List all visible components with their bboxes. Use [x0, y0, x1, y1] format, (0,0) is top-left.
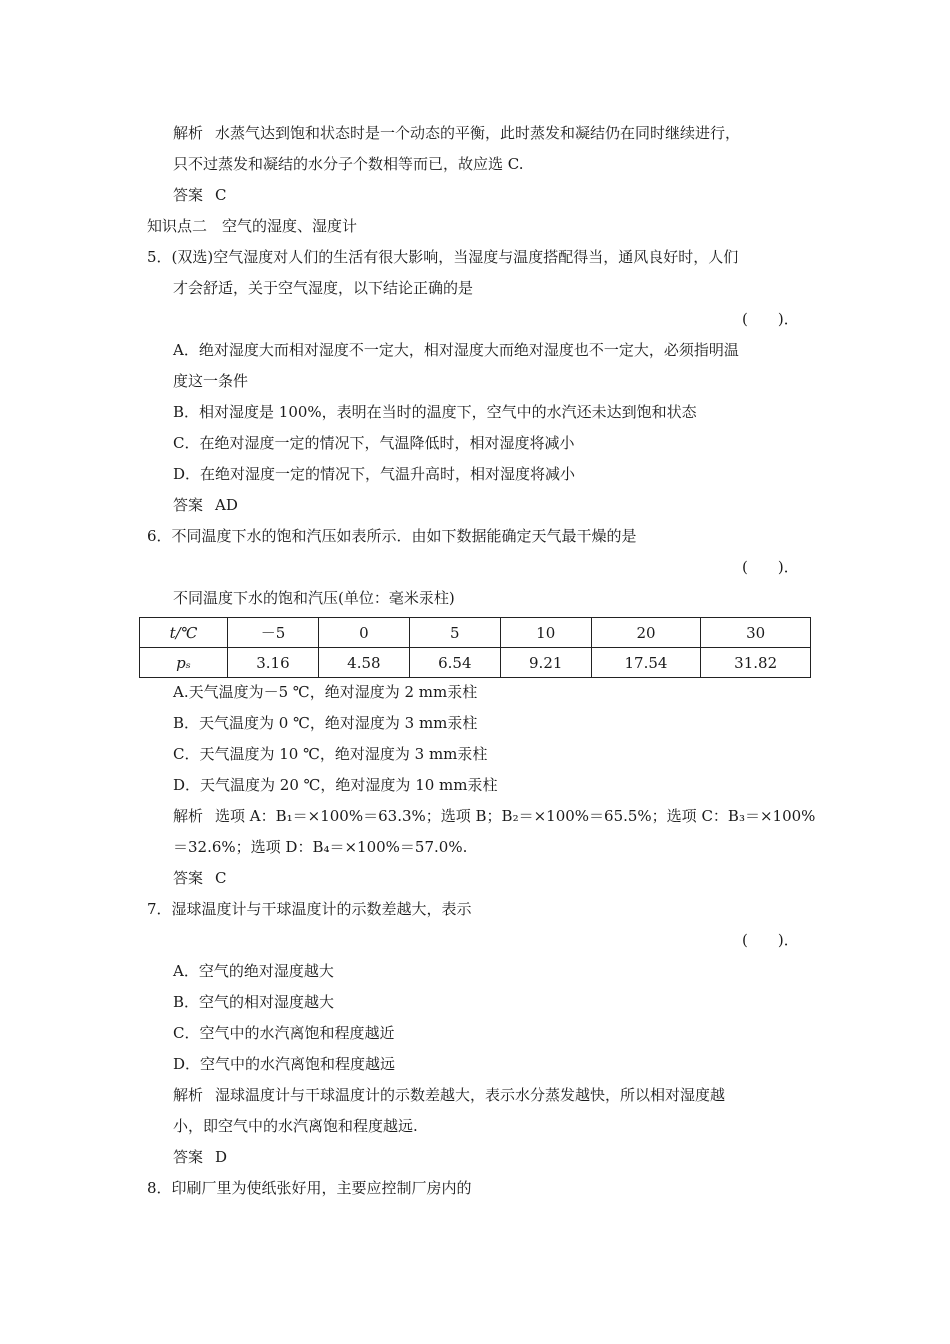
saturation-pressure-table: [139, 617, 811, 678]
line-text: B．天气温度为 0 ℃，绝对湿度为 3 mm汞柱: [173, 714, 478, 732]
text-line-q6_d: [173, 775, 498, 795]
line-text: D．天气温度为 20 ℃，绝对湿度为 10 mm汞柱: [173, 776, 498, 794]
text-line-q8_1: [147, 1178, 472, 1198]
line-text: 湿球温度计与干球温度计的示数差越大，表示水分蒸发越快，所以相对湿度越: [215, 1086, 726, 1104]
table-cell: 3.16: [228, 648, 319, 678]
table-cell: 6.54: [409, 648, 500, 678]
text-line-q6_c: [173, 744, 487, 764]
line-text: 水蒸气达到饱和状态时是一个动态的平衡，此时蒸发和凝结仍在同时继续进行，: [215, 124, 741, 142]
table-cell: 9.21: [500, 648, 591, 678]
line-text: ＝32.6%；选项 D：B₄＝×100%＝57.0%.: [173, 838, 468, 856]
text-line-q6_1: [147, 526, 637, 546]
line-text: 才会舒适，关于空气湿度，以下结论正确的是: [173, 279, 474, 297]
line-text: B．空气的相对湿度越大: [173, 993, 335, 1011]
line-text: 小，即空气中的水汽离饱和程度越远.: [173, 1117, 418, 1135]
table-row-temperature: [140, 618, 811, 648]
line-text: 只不过蒸发和凝结的水分子个数相等而已，故应选 C.: [173, 155, 524, 173]
text-line-q5_a1: [173, 340, 739, 360]
text-line-q5_c: [173, 433, 574, 453]
table-cell: 10: [500, 618, 591, 648]
line-text: A.天气温度为－5 ℃，绝对湿度为 2 mm汞柱: [173, 683, 478, 701]
line-label: 解析: [173, 807, 204, 825]
text-line-ans6: [173, 868, 227, 888]
line-label: 答案: [173, 496, 204, 514]
line-label: 答案: [173, 1148, 204, 1166]
line-text: 选项 A：B₁＝×100%＝63.3%；选项 B；B₂＝×100%＝65.5%；选项 C：B₃＝×100%: [215, 807, 816, 825]
line-text: ( )．: [742, 931, 799, 949]
text-line-exp4_1: [173, 123, 740, 143]
line-text: C．在绝对湿度一定的情况下，气温降低时，相对湿度将减小: [173, 434, 575, 452]
table-cell: 20: [591, 618, 701, 648]
line-text: C．天气温度为 10 ℃，绝对湿度为 3 mm汞柱: [173, 745, 488, 763]
text-line-q6_caption: [173, 588, 455, 608]
table-header-temperature: t/℃: [140, 618, 228, 648]
line-text: 7．湿球温度计与干球温度计的示数差越大，表示: [147, 900, 472, 918]
table-header-pressure: pₛ: [140, 648, 228, 678]
text-line-sec2: [147, 216, 357, 236]
text-line-q7_1: [147, 899, 472, 919]
table-cell: 31.82: [701, 648, 811, 678]
text-line-q7_a: [173, 961, 334, 981]
line-text: ( )．: [742, 310, 799, 328]
text-line-q5_paren: [742, 309, 799, 329]
line-label: 答案: [173, 186, 204, 204]
text-line-exp6_1: [173, 806, 815, 826]
table-row-pressure: [140, 648, 811, 678]
line-text: D．在绝对湿度一定的情况下，气温升高时，相对湿度将减小: [173, 465, 576, 483]
text-line-exp6_2: [173, 837, 467, 857]
line-label: 解析: [173, 124, 204, 142]
text-line-q7_paren: [742, 930, 799, 950]
text-line-exp7_2: [173, 1116, 418, 1136]
line-text: D．空气中的水汽离饱和程度越远: [173, 1055, 396, 1073]
table-cell: 0: [318, 618, 409, 648]
line-text: B．相对湿度是 100%，表明在当时的温度下，空气中的水汽还未达到饱和状态: [173, 403, 697, 421]
table-cell: 30: [701, 618, 811, 648]
text-line-q5_2: [173, 278, 473, 298]
text-line-q6_a: [173, 682, 477, 702]
text-line-q7_b: [173, 992, 334, 1012]
line-text: 度这一条件: [173, 372, 249, 390]
text-line-q5_b: [173, 402, 697, 422]
text-line-q7_c: [173, 1023, 394, 1043]
text-line-exp7_1: [173, 1085, 725, 1105]
line-text: C．空气中的水汽离饱和程度越近: [173, 1024, 395, 1042]
table-cell: －5: [228, 618, 319, 648]
table-cell: 17.54: [591, 648, 701, 678]
line-text: A．空气的绝对湿度越大: [173, 962, 334, 980]
text-line-ans4: [173, 185, 227, 205]
text-line-q6_b: [173, 713, 477, 733]
text-line-q5_a2: [173, 371, 248, 391]
line-text: 8．印刷厂里为使纸张好用，主要应控制厂房内的: [147, 1179, 472, 1197]
table-cell: 4.58: [318, 648, 409, 678]
text-line-q6_paren: [742, 557, 799, 577]
line-text: C: [215, 869, 227, 887]
line-text: C: [215, 186, 227, 204]
text-line-exp4_2: [173, 154, 523, 174]
line-label: 答案: [173, 869, 204, 887]
text-line-q5_1: [147, 247, 738, 267]
text-line-ans5: [173, 495, 238, 515]
line-text: AD: [215, 496, 238, 514]
line-text: ( )．: [742, 558, 799, 576]
line-text: D: [215, 1148, 228, 1166]
line-text: 5．(双选)空气湿度对人们的生活有很大影响，当湿度与温度搭配得当，通风良好时，人们: [147, 248, 739, 266]
text-line-ans7: [173, 1147, 227, 1167]
text-line-q5_d: [173, 464, 575, 484]
line-text: A．绝对湿度大而相对湿度不一定大，相对湿度大而绝对湿度也不一定大，必须指明温: [173, 341, 739, 359]
text-line-q7_d: [173, 1054, 395, 1074]
line-text: 不同温度下水的饱和汽压(单位：毫米汞柱): [173, 589, 455, 607]
line-text: 知识点二 空气的湿度、湿度计: [147, 217, 358, 235]
line-label: 解析: [173, 1086, 204, 1104]
table-cell: 5: [409, 618, 500, 648]
line-text: 6．不同温度下水的饱和汽压如表所示．由如下数据能确定天气最干燥的是: [147, 527, 637, 545]
